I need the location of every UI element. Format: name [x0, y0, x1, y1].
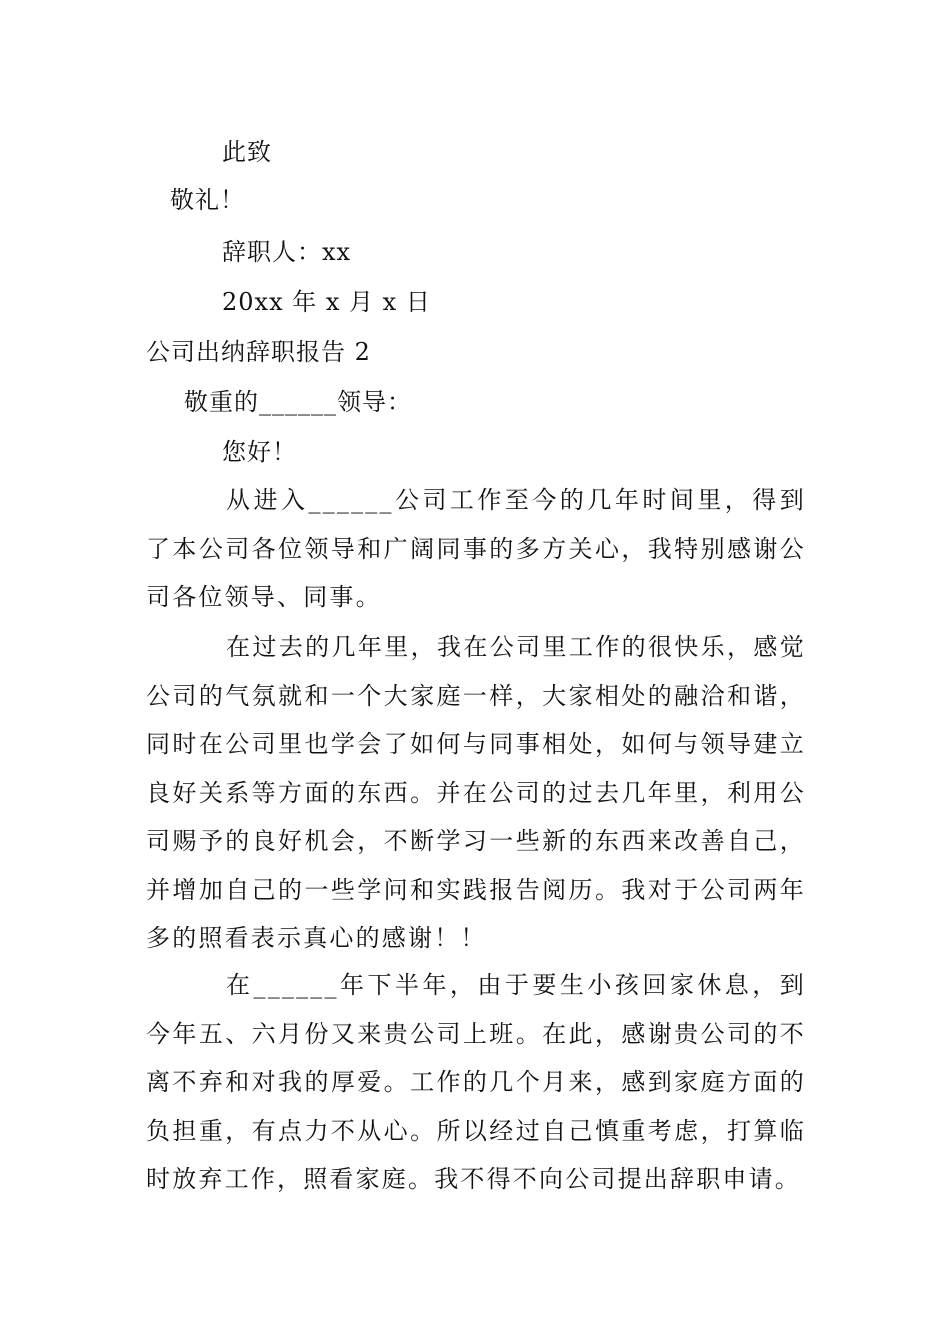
closing-jingli: 敬礼！: [170, 186, 245, 214]
paragraph-2: 在过去的几年里，我在公司里工作的很快乐，感觉公司的气氛就和一个大家庭一样，大家相处的融洽和谐，同时在公司里也学会了如何与同事相处，如何与领导建立良好关系等方面的东西。并在公司的过去几年里，利用公司赐予的良好机会，不断学习一些新的东西来改善自己，并增加自己的一些学问和实践报告阅历。我对于公司两年多的照看表示真心的感谢！！: [146, 633, 806, 952]
closing-cizhi: 此致: [222, 138, 272, 166]
paragraph-1: 从进入______公司工作至今的几年时间里，得到了本公司各位领导和广阔同事的多方关心，我特别感谢公司各位领导、同事。: [146, 486, 806, 611]
greeting: 您好！: [222, 438, 297, 466]
report-title: 公司出纳辞职报告 2: [146, 338, 371, 366]
salutation: 敬重的______领导：: [184, 388, 412, 416]
paragraph-3: 在______年下半年，由于要生小孩回家休息，到今年五、六月份又来贵公司上班。在此，感谢贵公司的不离不弃和对我的厚爱。工作的几个月来，感到家庭方面的负担重，有点力不从心。所以经过自己慎重考虑，打算临时放弃工作，照看家庭。我不得不向公司提出辞职申请。: [146, 971, 806, 1193]
date-line: 20xx 年 x 月 x 日: [222, 288, 431, 316]
signer-line: 辞职人：xx: [222, 238, 352, 266]
